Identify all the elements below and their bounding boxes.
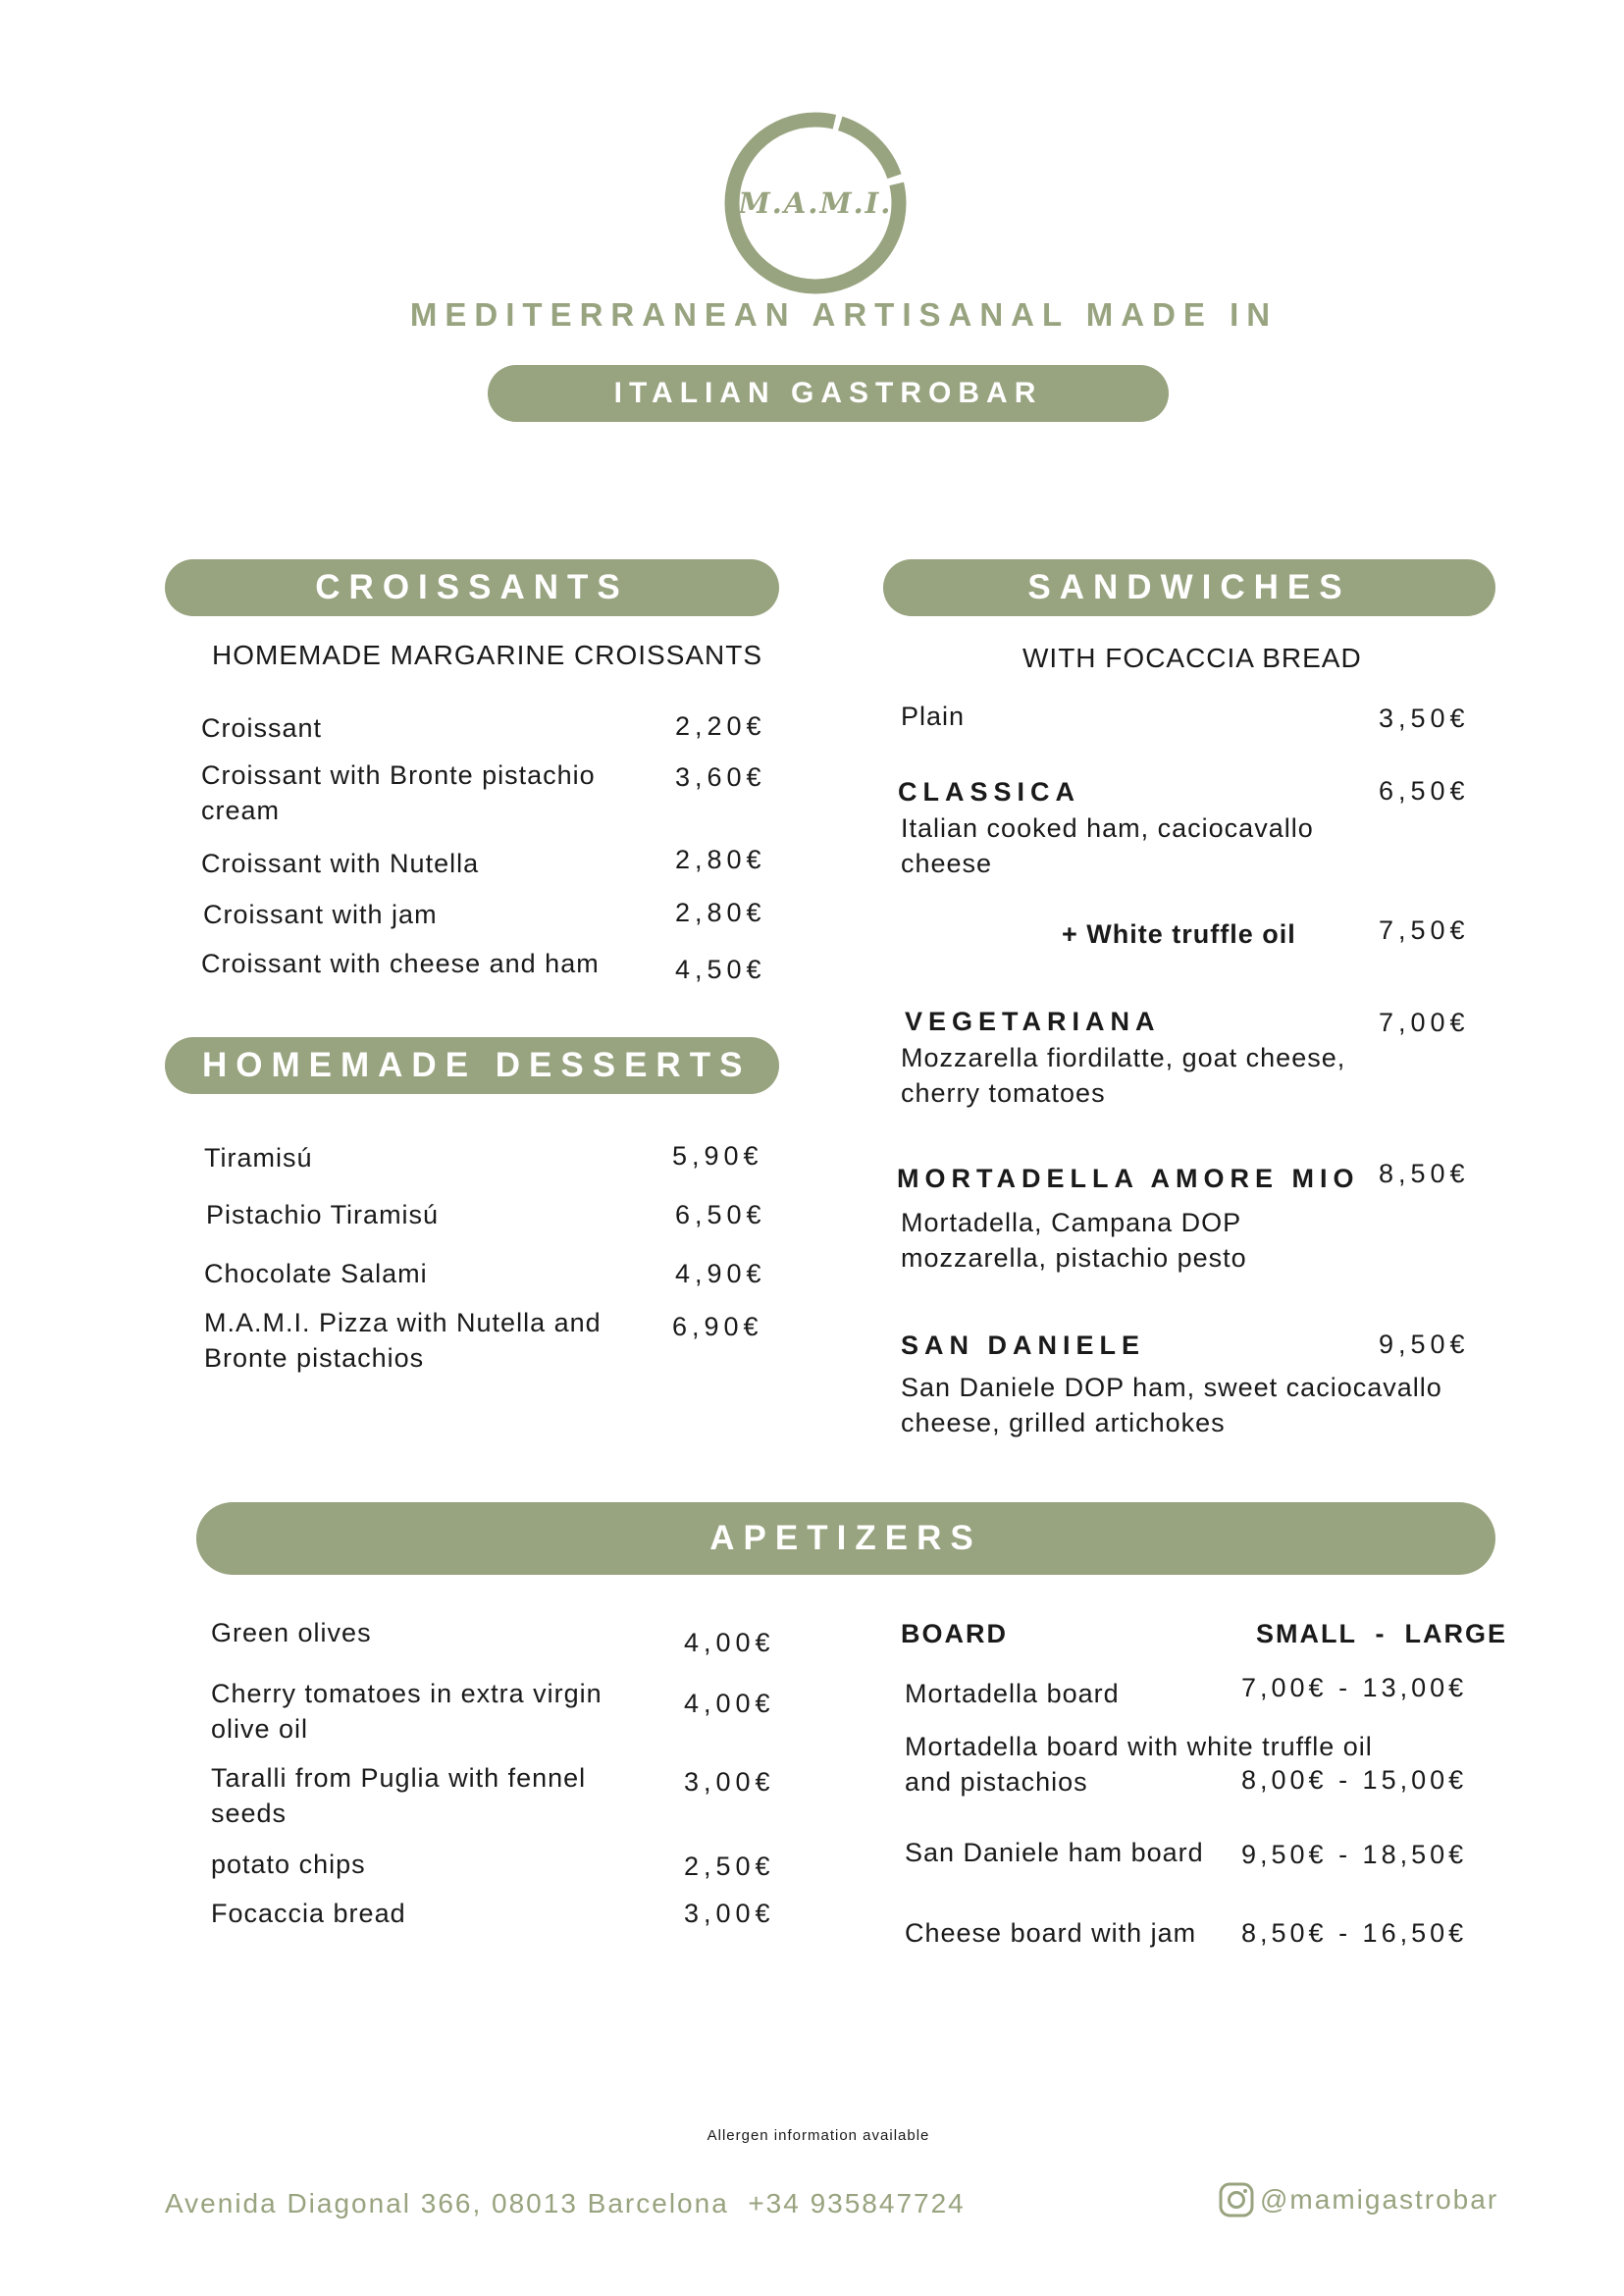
sandwich-desc: Mozzarella fiordilatte, goat cheese, cherry tomatoes [901,1043,1346,1108]
instagram-handle: @mamigastrobar [1260,2184,1499,2215]
apetizer-item-price: 4,00€ [684,1689,775,1718]
board-item-price: 8,50€ - 16,50€ [1241,1918,1468,1948]
tagline: MEDITERRANEAN ARTISANAL MADE IN [409,296,1279,333]
croissant-item-price: 2,80€ [675,845,766,874]
croissant-item-price: 3,60€ [675,762,766,792]
sandwich-plain-price: 3,50€ [1379,704,1470,733]
dessert-item-price: 5,90€ [672,1141,763,1171]
sandwich-price: 7,00€ [1379,1008,1470,1037]
croissant-item-price: 2,20€ [675,711,766,741]
allergen-note: Allergen information available [707,2127,930,2144]
sandwich-desc: Mortadella, Campana DOP mozzarella, pistachio pesto [901,1208,1247,1273]
croissant-item-price: 2,80€ [675,898,766,927]
logo-text: M.A.M.I. [738,186,893,220]
board-item-price: 7,00€ - 13,00€ [1241,1673,1468,1702]
croissant-item-price: 4,50€ [675,955,766,984]
instagram-link[interactable] [1219,2182,1498,2218]
dessert-item-name: M.A.M.I. Pizza with Nutella and Bronte pistachios [204,1308,602,1373]
sandwiches-subheader: WITH FOCACCIA BREAD [1022,643,1362,673]
apetizer-item-name: Focaccia bread [211,1899,406,1928]
croissant-item-name: Croissant [201,713,323,743]
sandwich-price: 8,50€ [1379,1159,1470,1188]
croissant-item-name: Croissant with jam [203,900,438,929]
instagram-icon [1219,2182,1254,2218]
subtitle-pill-text: ITALIAN GASTROBAR [613,377,1043,409]
sandwich-desc: San Daniele DOP ham, sweet caciocavallo cheese, grilled artichokes [901,1373,1442,1437]
footer-address: Avenida Diagonal 366, 08013 Barcelona +34 935847724 [165,2188,966,2218]
board-item-name: Mortadella board with white truffle oil and pistachios [905,1732,1373,1797]
apetizers-header [196,1502,1495,1575]
sandwich-price: 6,50€ [1379,776,1470,806]
apetizer-item-price: 3,00€ [684,1899,775,1928]
croissant-item-name: Croissant with cheese and ham [201,949,600,978]
sandwich-price: 9,50€ [1379,1330,1470,1359]
board-item-price: 9,50€ - 18,50€ [1241,1840,1468,1869]
apetizers-header-text: APETIZERS [709,1519,982,1557]
dessert-item-name: Tiramisú [204,1143,313,1173]
dessert-item-name: Pistachio Tiramisú [206,1200,440,1229]
desserts-header-text: HOMEMADE DESSERTS [202,1046,752,1084]
logo [722,110,909,296]
apetizer-item-price: 3,00€ [684,1767,775,1797]
sandwich-title: CLASSICA [898,777,1081,807]
croissants-header-text: CROISSANTS [315,568,629,606]
apetizer-item-name: potato chips [211,1850,366,1879]
sandwich-addon-name: + White truffle oil [1062,919,1296,949]
board-item-name: San Daniele ham board [905,1838,1204,1867]
sandwiches-header [883,559,1495,616]
croissants-header [165,559,779,616]
dessert-item-price: 4,90€ [675,1259,766,1288]
sandwiches-header-text: SANDWICHES [1027,568,1351,606]
croissant-item-name: Croissant with Nutella [201,849,480,878]
size-header: SMALL - LARGE [1256,1619,1507,1648]
sandwich-desc: Italian cooked ham, caciocavallo cheese [901,813,1314,878]
board-item-name: Cheese board with jam [905,1918,1197,1948]
croissants-subheader: HOMEMADE MARGARINE CROISSANTS [212,640,763,670]
sandwich-plain-name: Plain [901,702,966,731]
dessert-item-price: 6,50€ [675,1200,766,1229]
apetizer-item-price: 4,00€ [684,1628,775,1657]
board-item-name: Mortadella board [905,1679,1120,1708]
sandwich-title: VEGETARIANA [905,1007,1161,1036]
board-header: BOARD [901,1619,1008,1648]
desserts-header [165,1037,779,1094]
sandwich-addon-price: 7,50€ [1379,915,1470,945]
sandwich-title: SAN DANIELE [901,1331,1146,1360]
subtitle-pill [488,365,1169,422]
dessert-item-name: Chocolate Salami [204,1259,428,1288]
dessert-item-price: 6,90€ [672,1312,763,1341]
apetizer-item-name: Green olives [211,1618,372,1647]
apetizer-item-name: Taralli from Puglia with fennel seeds [211,1763,587,1828]
board-item-price: 8,00€ - 15,00€ [1241,1765,1468,1795]
apetizer-item-name: Cherry tomatoes in extra virgin olive oil [211,1679,602,1744]
sandwich-title: MORTADELLA AMORE MIO [897,1164,1360,1193]
apetizer-item-price: 2,50€ [684,1852,775,1881]
croissant-item-name: Croissant with Bronte pistachio cream [201,760,596,825]
